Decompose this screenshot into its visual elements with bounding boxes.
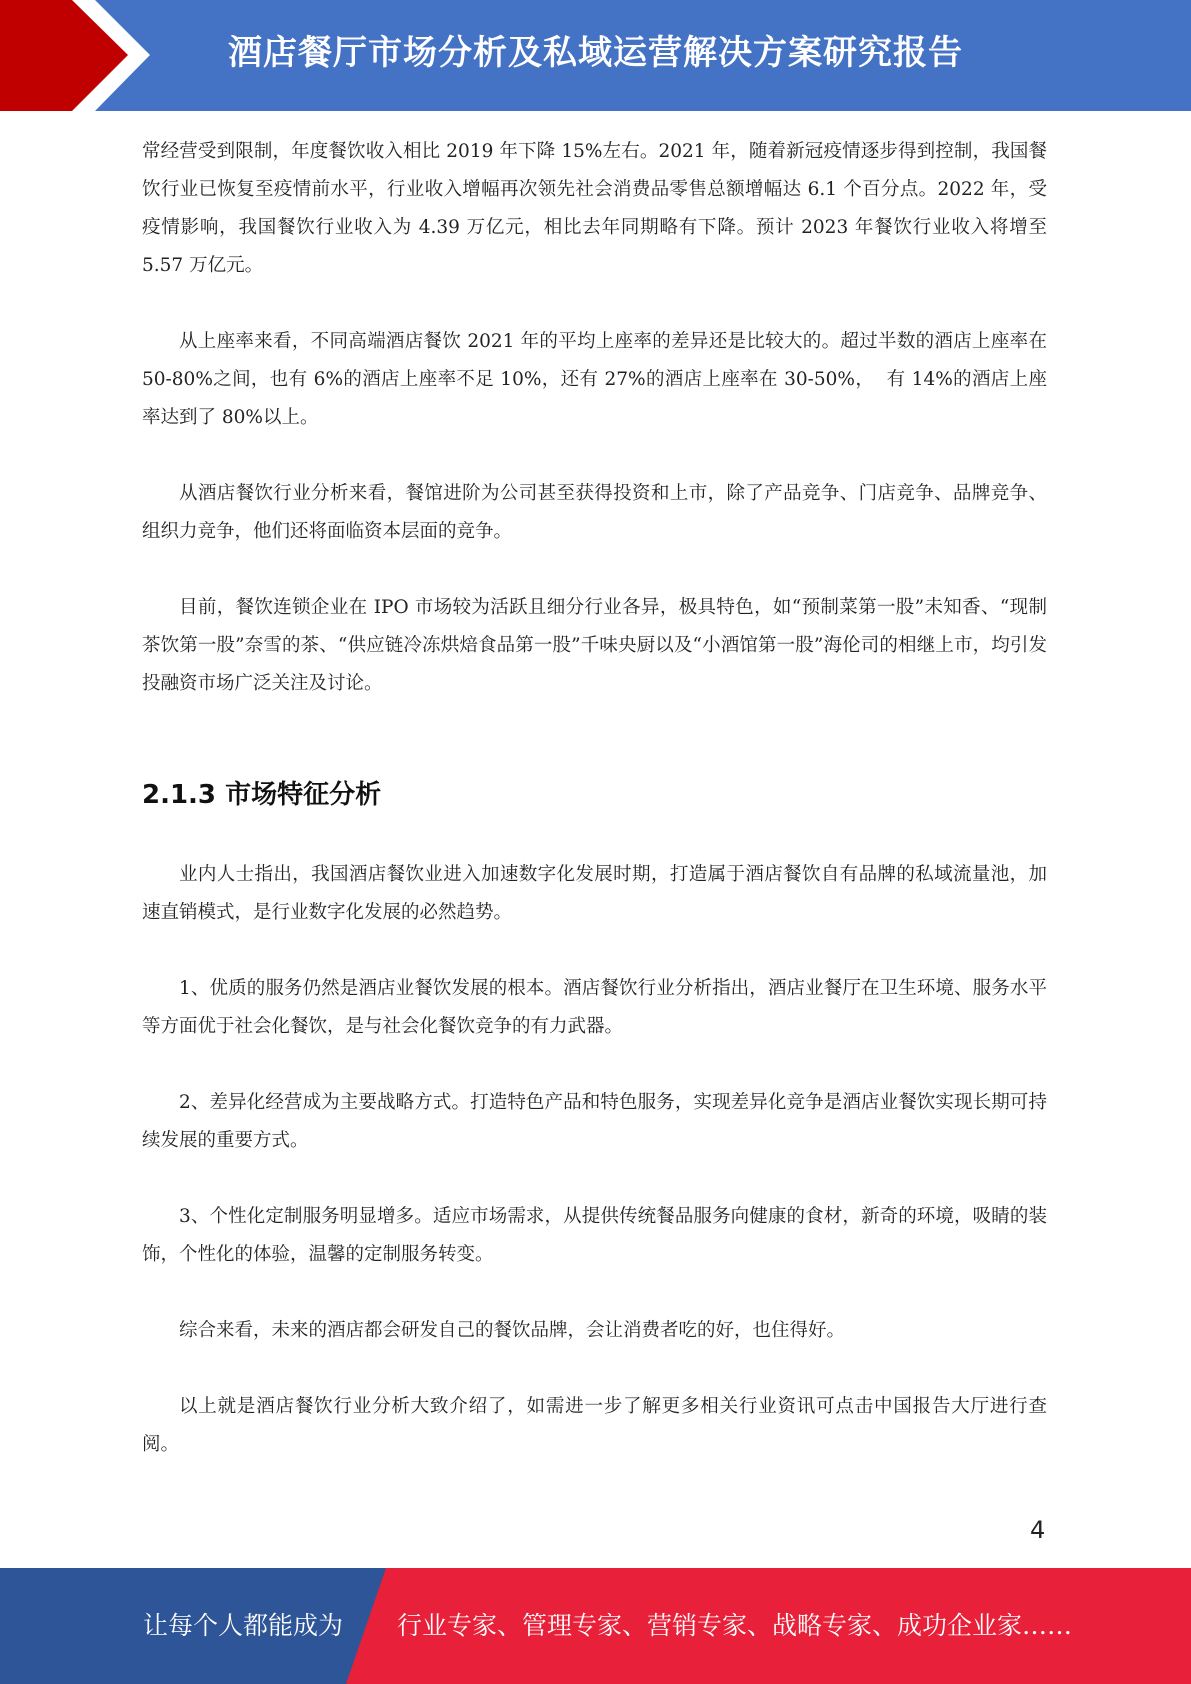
paragraph-point-2: 2、差异化经营成为主要战略方式。打造特色产品和特色服务，实现差异化竞争是酒店业餐饮实现长期可持续发展的重要方式。 — [142, 1092, 1047, 1151]
footer-slogan-right: 行业专家、管理专家、营销专家、战略专家、成功企业家…… — [397, 1611, 1073, 1640]
paragraph-closing: 以上就是酒店餐饮行业分析大致介绍了，如需进一步了解更多相关行业资讯可点击中国报告大厅进行查阅。 — [142, 1396, 1047, 1455]
page-number: 4 — [1030, 1516, 1046, 1544]
paragraph-occupancy-rate: 从上座率来看，不同高端酒店餐饮 2021 年的平均上座率的差异还是比较大的。超过半数的酒店上座率在 50-80%之间，也有 6%的酒店上座率不足 10%，还有 27%的酒店上座率在 30-50%， 有 14%的酒店上座率达到了 80%以上。 — [142, 331, 1053, 428]
paragraph-competition: 从酒店餐饮行业分析来看，餐馆进阶为公司甚至获得投资和上市，除了产品竞争、门店竞争、品牌竞争、组织力竞争，他们还将面临资本层面的竞争。 — [142, 483, 1047, 542]
paragraph-digitalization: 业内人士指出，我国酒店餐饮业进入加速数字化发展时期，打造属于酒店餐饮自有品牌的私域流量池，加速直销模式，是行业数字化发展的必然趋势。 — [142, 864, 1047, 923]
paragraph-revenue-trend: 常经营受到限制，年度餐饮收入相比 2019 年下降 15%左右。2021 年，随着新冠疫情逐步得到控制，我国餐饮行业已恢复至疫情前水平，行业收入增幅再次领先社会消费品零售总额增幅达 6.1 个百分点。2022 年，受疫情影响，我国餐饮行业收入为 4.39 万亿元，相比去年同期略有下降。预计 2023 年餐饮行业收入将增至 5.57 万亿元。 — [142, 141, 1053, 276]
footer-slogan-left: 让每个人都能成为 — [143, 1611, 344, 1640]
paragraph-ipo-market: 目前，餐饮连锁企业在 IPO 市场较为活跃且细分行业各异，极具特色，如“预制菜第一股”未知香、“现制茶饮第一股”奈雪的茶、“供应链冷冻烘焙食品第一股”千味央厨以及“小酒馆第一股”海伦司的相继上市，均引发投融资市场广泛关注及讨论。 — [142, 597, 1047, 694]
paragraph-point-1: 1、优质的服务仍然是酒店业餐饮发展的根本。酒店餐饮行业分析指出，酒店业餐厅在卫生环境、服务水平等方面优于社会化餐饮，是与社会化餐饮竞争的有力武器。 — [142, 978, 1047, 1037]
paragraph-point-3: 3、个性化定制服务明显增多。适应市场需求，从提供传统餐品服务向健康的食材，新奇的环境，吸睛的装饰，个性化的体验，温馨的定制服务转变。 — [142, 1206, 1047, 1265]
paragraph-summary: 综合来看，未来的酒店都会研发自己的餐饮品牌，会让消费者吃的好，也住得好。 — [179, 1320, 846, 1341]
footer-banner — [0, 1568, 1191, 1684]
header-banner — [0, 0, 1191, 111]
document-body — [142, 133, 1053, 1502]
section-heading: 2.1.3 市场特征分析 — [142, 780, 382, 810]
report-title: 酒店餐厅市场分析及私域运营解决方案研究报告 — [228, 33, 963, 73]
